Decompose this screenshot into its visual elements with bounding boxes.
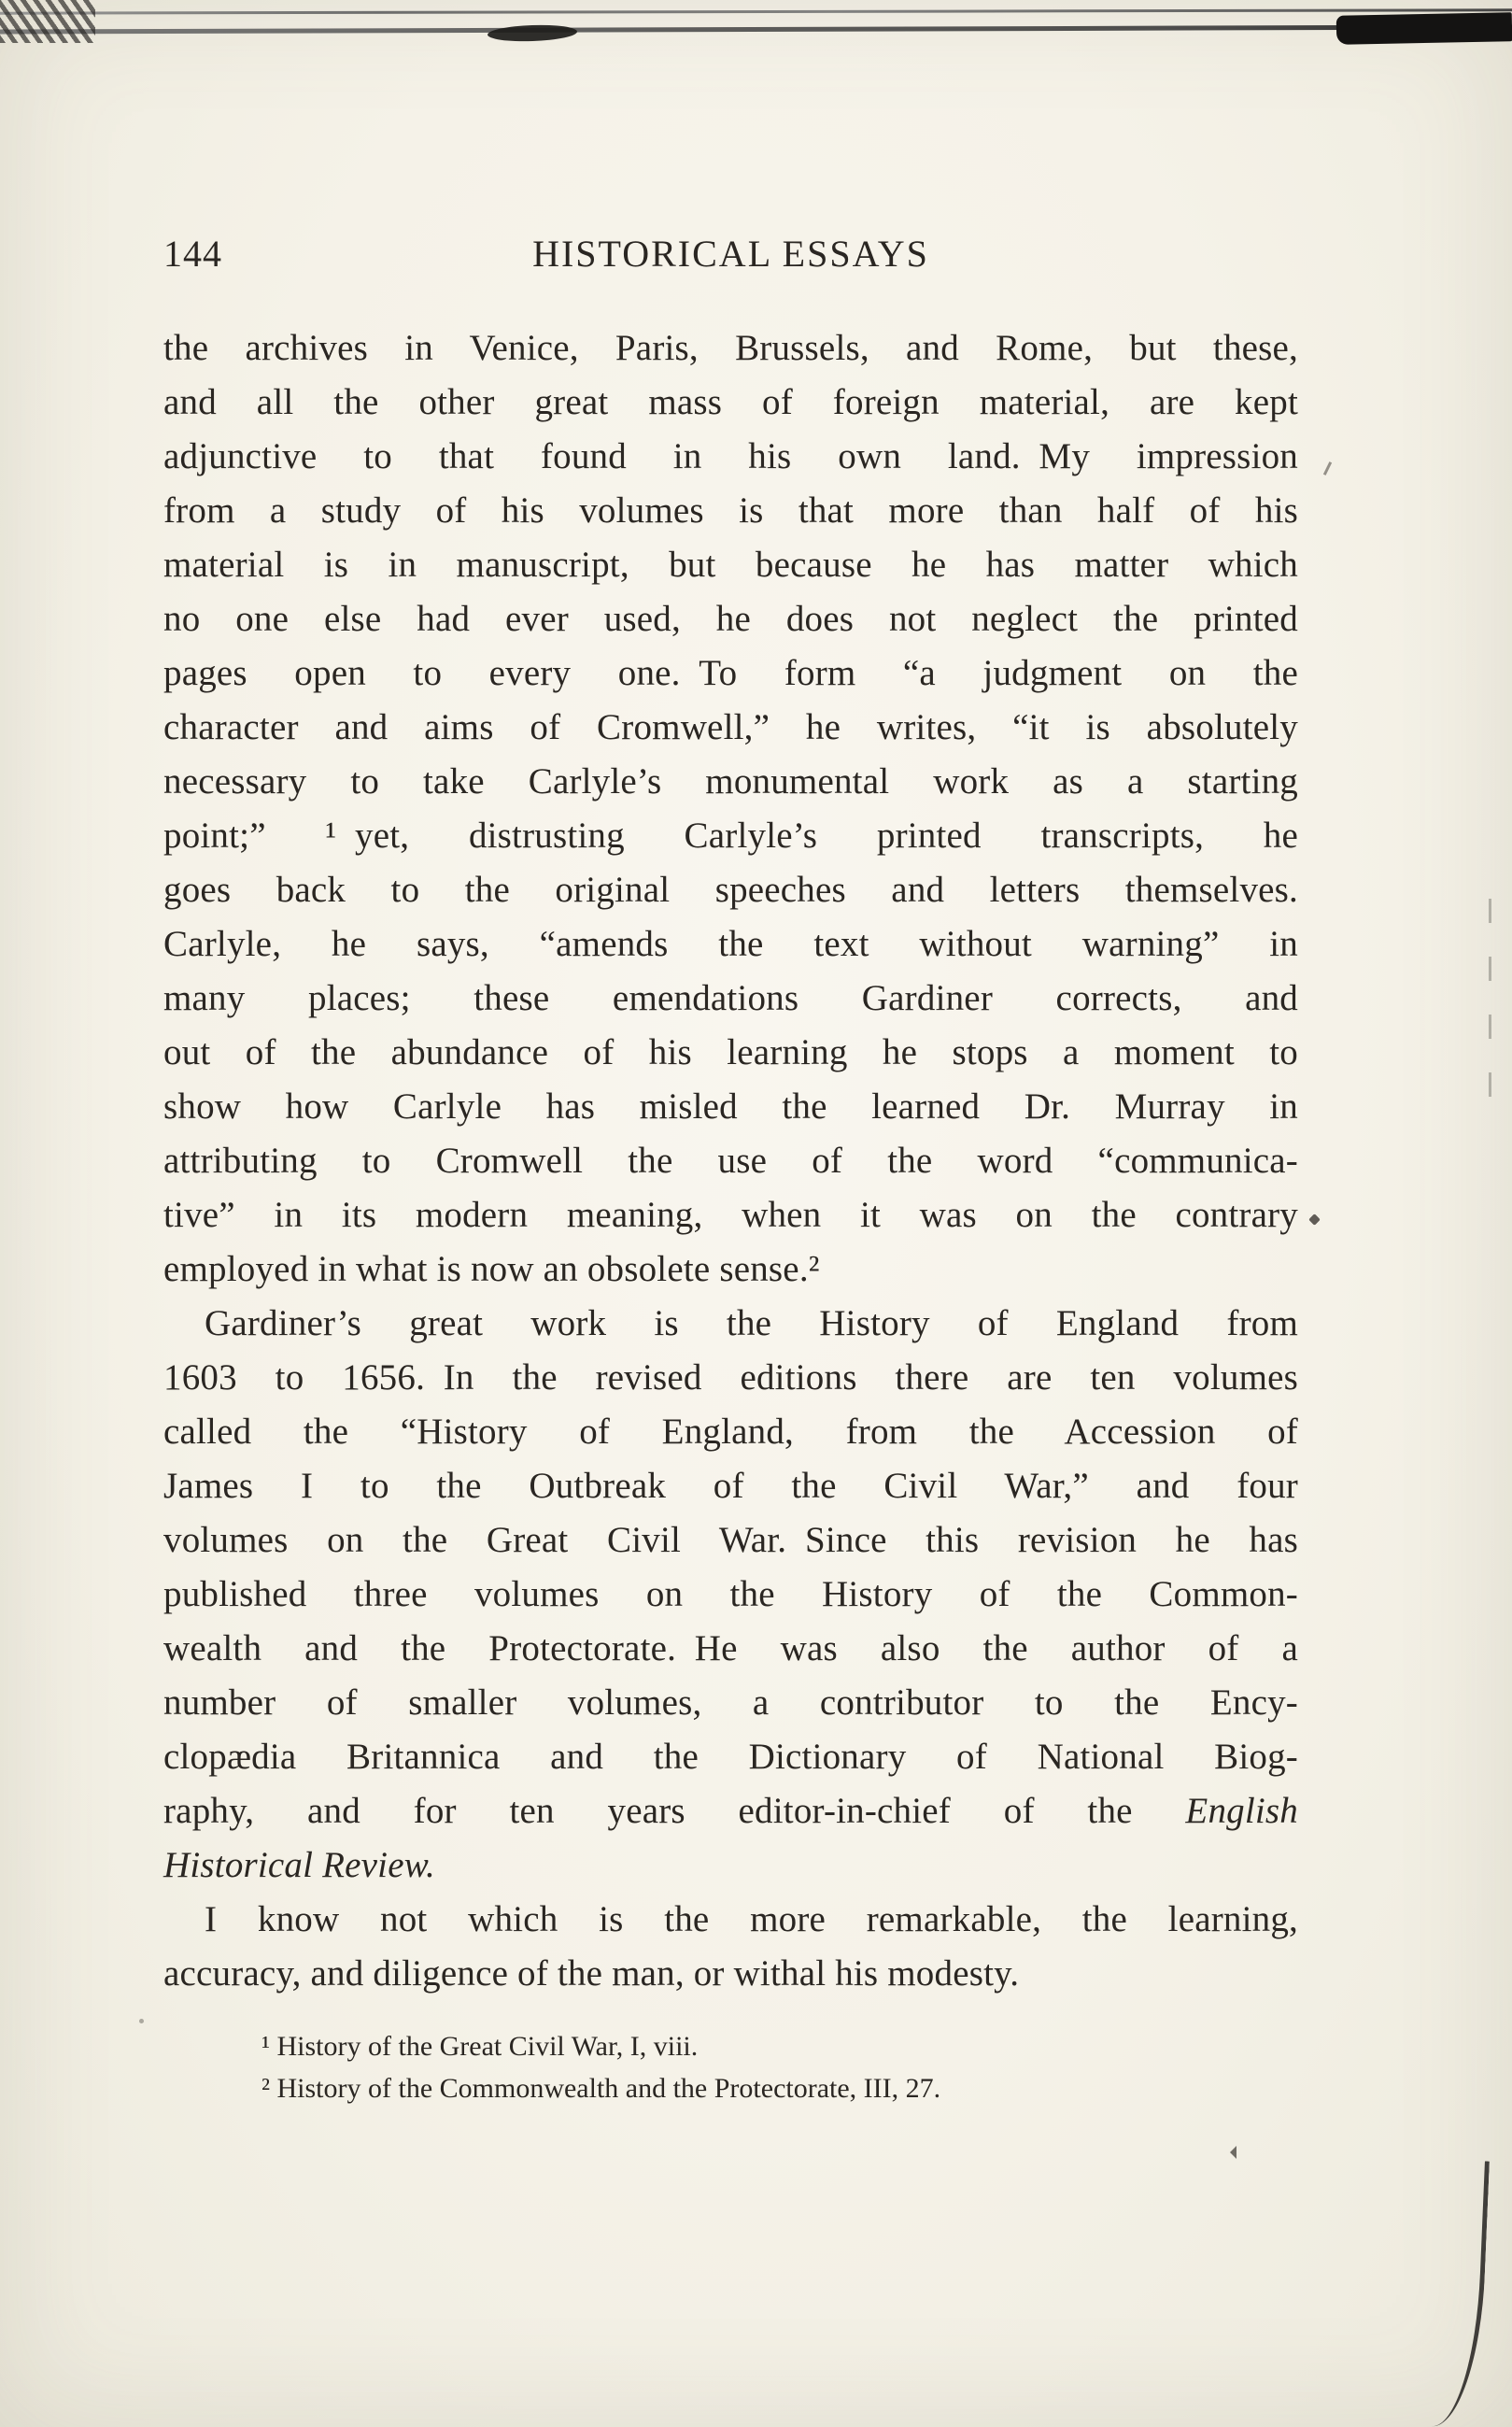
text-line <box>163 917 1298 972</box>
scan-top-rule-thin <box>0 8 1512 14</box>
text-run: ² History of the Commonwealth and the Protectorate, III, 27. <box>261 2073 941 2104</box>
text-line <box>163 538 1298 592</box>
text-line <box>163 1351 1298 1405</box>
text-line <box>163 1730 1298 1784</box>
body-text <box>163 321 1298 2001</box>
text-run: published three volumes on the History of the Common- <box>163 1574 1298 1614</box>
page-header <box>163 232 1298 280</box>
text-run: no one else had ever used, he does not neglect the printed <box>163 599 1298 639</box>
text-run: many places; these emendations Gardiner corrects, and <box>163 978 1298 1018</box>
scan-speck <box>139 2019 144 2023</box>
paragraph <box>163 1297 1298 1893</box>
page-content <box>163 232 1298 2109</box>
footnotes <box>163 2025 1298 2109</box>
text-run: Carlyle, he says, “amends the text without warning” in <box>163 924 1298 964</box>
footnote <box>261 2025 1298 2067</box>
text-run: accuracy, and diligence of the man, or withal his modesty. <box>163 1953 1020 1994</box>
text-run: goes back to the original speeches and letters themselves. <box>163 870 1298 910</box>
scan-margin-mark <box>1323 461 1332 475</box>
text-line <box>163 321 1298 376</box>
text-line <box>163 1242 1298 1297</box>
text-run: ¹ History of the Great Civil War, I, viii. <box>261 2031 699 2062</box>
text-run: wealth and the Protectorate. He was also the author of a <box>163 1628 1298 1668</box>
text-line <box>163 1459 1298 1513</box>
text-line <box>163 755 1298 809</box>
page-number: 144 <box>163 233 222 275</box>
scan-corner-smudge <box>1336 12 1512 45</box>
text-line <box>163 430 1298 484</box>
text-line <box>163 972 1298 1026</box>
text-run: and all the other great mass of foreign material, are kept <box>163 382 1298 422</box>
text-run: adjunctive to that found in his own land. My impression <box>163 436 1298 476</box>
text-line <box>163 376 1298 430</box>
text-line <box>163 1297 1298 1351</box>
running-head-title: HISTORICAL ESSAYS <box>532 233 929 275</box>
text-run: number of smaller volumes, a contributor to the Ency- <box>163 1682 1298 1723</box>
text-run: called the “History of England, from the Accession of <box>163 1412 1298 1452</box>
text-line <box>163 1513 1298 1568</box>
text-line <box>163 484 1298 538</box>
text-line <box>163 809 1298 863</box>
text-line <box>163 1134 1298 1188</box>
text-line <box>163 1947 1298 2001</box>
paragraph <box>163 321 1298 1297</box>
text-line <box>163 863 1298 917</box>
text-line <box>163 1026 1298 1080</box>
text-run: material is in manuscript, but because he has matter which <box>163 545 1298 585</box>
text-run: out of the abundance of his learning he stops a moment to <box>163 1032 1298 1072</box>
text-line <box>163 1405 1298 1459</box>
scan-top-rule-thick <box>0 24 1512 34</box>
text-run: tive” in its modern meaning, when it was on the contrary <box>163 1195 1298 1235</box>
text-run: character and aims of Cromwell,” he writes, “it is absolutely <box>163 707 1298 747</box>
text-run: pages open to every one. To form “a judgment on the <box>163 653 1298 693</box>
text-line <box>163 1784 1298 1838</box>
text-run: Gardiner’s great work is the History of England from <box>205 1303 1298 1343</box>
scan-pen-stroke <box>1414 2159 1490 2427</box>
scan-corner-hatch <box>0 0 95 43</box>
text-line <box>163 701 1298 755</box>
scan-margin-mark <box>1308 1214 1321 1226</box>
text-run: the archives in Venice, Paris, Brussels, and Rome, but these, <box>163 328 1298 368</box>
text-line <box>163 1893 1298 1947</box>
scan-ink-smudge <box>488 23 578 42</box>
text-run: from a study of his volumes is that more than half of his <box>163 490 1298 531</box>
text-line <box>163 592 1298 646</box>
text-line <box>163 1188 1298 1242</box>
scan-speck <box>1223 2146 1236 2159</box>
text-run: attributing to Cromwell the use of the word “communica- <box>163 1141 1298 1181</box>
italic-text-run: English <box>1185 1791 1298 1831</box>
footnote <box>261 2067 1298 2109</box>
text-run: employed in what is now an obsolete sense.² <box>163 1249 820 1289</box>
paragraph <box>163 1893 1298 2001</box>
text-run: raphy, and for ten years editor-in-chief of the <box>163 1791 1186 1831</box>
text-line <box>163 1080 1298 1134</box>
text-run: I know not which is the more remarkable, the learning, <box>205 1899 1298 1939</box>
scan-edge-dashes <box>1489 899 1491 1128</box>
text-line <box>163 646 1298 701</box>
text-line <box>163 1676 1298 1730</box>
text-run: show how Carlyle has misled the learned Dr. Murray in <box>163 1086 1298 1127</box>
text-run: point;” ¹ yet, distrusting Carlyle’s printed transcripts, he <box>163 816 1298 856</box>
text-run: clopædia Britannica and the Dictionary of National Biog- <box>163 1737 1298 1777</box>
text-line <box>163 1622 1298 1676</box>
text-run: 1603 to 1656. In the revised editions there are ten volumes <box>163 1357 1298 1398</box>
text-run: James I to the Outbreak of the Civil War,” and four <box>163 1466 1298 1506</box>
italic-text-run: Historical Review. <box>163 1845 435 1885</box>
text-run: necessary to take Carlyle’s monumental work as a starting <box>163 761 1298 802</box>
text-run: volumes on the Great Civil War. Since this revision he has <box>163 1520 1298 1560</box>
text-line <box>163 1568 1298 1622</box>
text-line <box>163 1838 1298 1893</box>
